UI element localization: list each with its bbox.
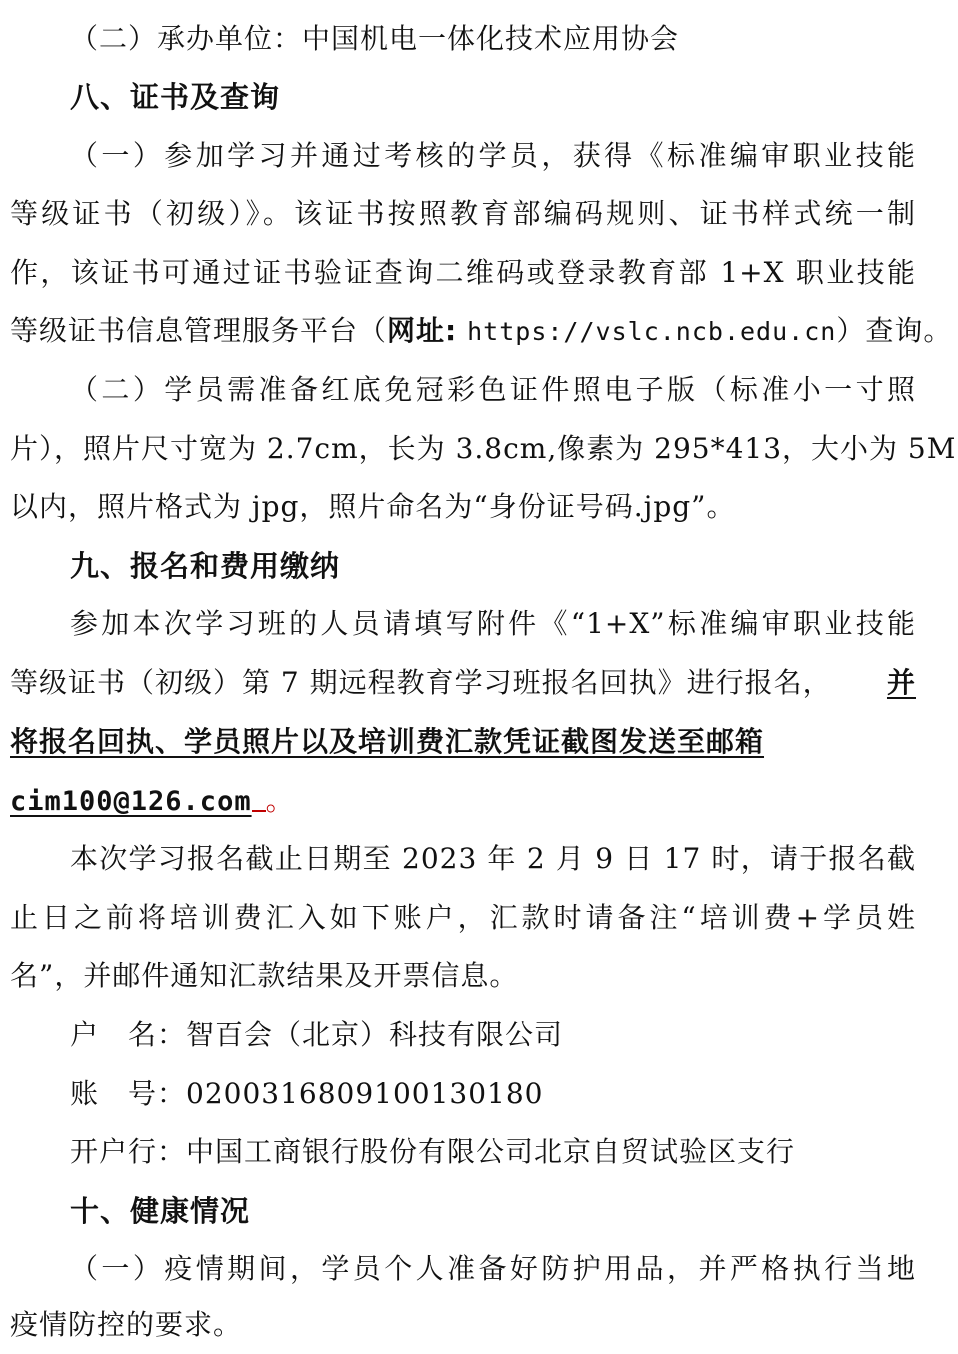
section-heading-certificate: 八、证书及查询 xyxy=(70,80,281,114)
paragraph-photo-line: （二）学员需准备红底免冠彩色证件照电子版（标准小一寸照 xyxy=(70,373,916,406)
underlined-instruction: 将报名回执、学员照片以及培训费汇款凭证截图发送至邮箱 xyxy=(10,725,765,758)
registration-text: 等级证书（初级）第 7 期远程教育学习班报名回执》进行报名， xyxy=(10,666,832,699)
section-heading-health: 十、健康情况 xyxy=(70,1194,251,1228)
paragraph-certificate-line xyxy=(10,302,953,360)
account-bank-label: 开户行： xyxy=(70,1135,187,1168)
paragraph-certificate-line: 等级证书（初级）》。该证书按照教育部编码规则、证书样式统一制 xyxy=(10,197,916,230)
account-number-row xyxy=(70,1065,916,1123)
paragraph-certificate-line: 作，该证书可通过证书验证查询二维码或登录教育部 1+X 职业技能 xyxy=(10,256,916,289)
period-mark: 。 xyxy=(265,784,295,817)
query-text: ）查询。 xyxy=(836,314,953,347)
account-name-label: 户 名： xyxy=(70,1018,187,1051)
paragraph-registration-line xyxy=(10,713,916,771)
paragraph-registration-line: 参加本次学习班的人员请填写附件《“1+X”标准编审职业技能 xyxy=(70,607,916,640)
paragraph-deadline-line: 名”，并邮件通知汇款结果及开票信息。 xyxy=(10,959,519,992)
account-name-row xyxy=(70,1006,916,1064)
account-number-label: 账 号： xyxy=(70,1077,187,1110)
website-url[interactable]: https://vslc.ncb.edu.cn xyxy=(467,317,837,346)
organizer-line: （二）承办单位：中国机电一体化技术应用协会 xyxy=(70,22,680,55)
paragraph-deadline-line: 本次学习报名截止日期至 2023 年 2 月 9 日 17 时，请于报名截 xyxy=(70,842,916,875)
account-number-value: 0200316809100130180 xyxy=(186,1077,544,1110)
underline-gap xyxy=(252,786,266,812)
account-name-value: 智百会（北京）科技有限公司 xyxy=(186,1018,564,1051)
underlined-instruction: 并 xyxy=(886,666,916,699)
website-label: 网址: xyxy=(387,314,458,347)
paragraph-photo-line: 片），照片尺寸宽为 2.7cm，长为 3.8cm,像素为 295*413，大小为 5M xyxy=(10,432,957,465)
paragraph-certificate-line: （一）参加学习并通过考核的学员，获得《标准编审职业技能 xyxy=(70,139,916,172)
account-bank-row xyxy=(70,1123,916,1181)
paragraph-registration-line xyxy=(10,654,916,712)
paragraph-registration-line xyxy=(10,772,916,830)
email-link[interactable]: cim100@126.com xyxy=(10,786,252,817)
section-heading-registration: 九、报名和费用缴纳 xyxy=(70,549,341,583)
paragraph-health-line: （一）疫情期间，学员个人准备好防护用品，并严格执行当地 xyxy=(70,1252,916,1285)
paragraph-deadline-line: 止日之前将培训费汇入如下账户，汇款时请备注“培训费+学员姓 xyxy=(10,901,916,934)
account-bank-value: 中国工商银行股份有限公司北京自贸试验区支行 xyxy=(186,1135,796,1168)
paragraph-photo-line: 以内，照片格式为 jpg，照片命名为“身份证号码.jpg”。 xyxy=(10,490,736,523)
platform-text: 等级证书信息管理服务平台（ xyxy=(10,314,388,347)
paragraph-health-line: 疫情防控的要求。 xyxy=(10,1308,243,1341)
